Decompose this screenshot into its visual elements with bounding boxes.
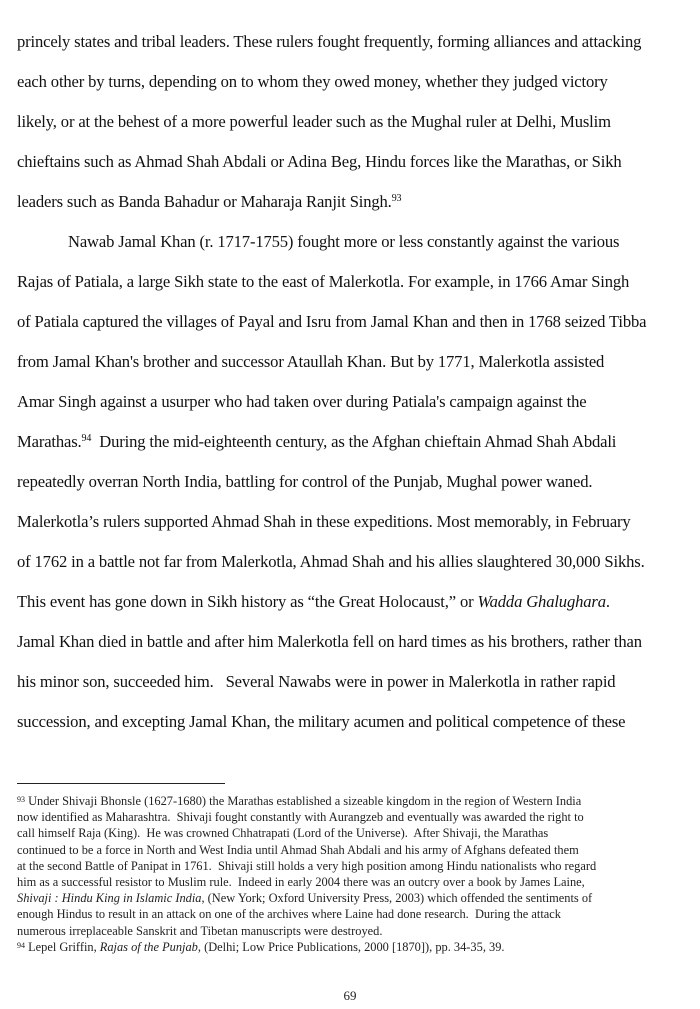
body-line: of Patiala captured the villages of Payal and Isru from Jamal Khan and then in 1768 seized Tibba <box>17 312 647 331</box>
body-line: of 1762 in a battle not far from Malerkotla, Ahmad Shah and his allies slaughtered 30,000 Sikhs. <box>17 552 645 571</box>
body-line: Nawab Jamal Khan (r. 1717-1755) fought more or less constantly against the various <box>68 232 620 251</box>
body-line <box>17 182 697 222</box>
footnote-94-line <box>17 939 697 955</box>
body-text-span: During the mid-eighteenth century, as the Afghan chieftain Ahmad Shah Abdali <box>91 432 617 451</box>
footnote-ref-93[interactable]: 93 <box>391 193 402 204</box>
body-line: succession, and excepting Jamal Khan, the military acumen and political competence of these <box>17 712 626 731</box>
body-line: each other by turns, depending on to whom they owed money, whether they judged victory <box>17 72 608 91</box>
footnote-93-line: now identified as Maharashtra. Shivaji fought constantly with Aurangzeb and eventually was awarded the right to <box>17 810 584 825</box>
body-line: princely states and tribal leaders. These rulers fought frequently, forming alliances and attacking <box>17 32 642 51</box>
body-line: his minor son, succeeded him. Several Nawabs were in power in Malerkotla in rather rapid <box>17 672 616 691</box>
body-line: Malerkotla’s rulers supported Ahmad Shah in these expeditions. Most memorably, in February <box>17 512 631 531</box>
body-line <box>17 582 697 622</box>
body-line: Amar Singh against a usurper who had taken over during Patiala's campaign against the <box>17 392 587 411</box>
body-line: likely, or at the behest of a more powerful leader such as the Mughal ruler at Delhi, Muslim <box>17 112 611 131</box>
footnote-text: Lepel Griffin, <box>25 939 100 954</box>
page-number: 69 <box>343 988 357 1003</box>
footnote-93-line: continued to be a force in North and West India until Ahmad Shah Abdali and his army of Afghans defeated them <box>17 842 579 857</box>
footnote-text: , (New York; Oxford University Press, 2003) which offended the sentiments of <box>201 891 593 906</box>
footnote-separator <box>17 783 225 784</box>
footnote-marker-94: 94 <box>17 940 25 950</box>
footnote-93-line <box>17 793 697 809</box>
footnotes <box>17 793 697 955</box>
footnote-ref-94[interactable]: 94 <box>81 433 92 444</box>
body-text-span: This event has gone down in Sikh history as “the Great Holocaust,” or <box>17 592 478 611</box>
body-line: from Jamal Khan's brother and successor Ataullah Khan. But by 1771, Malerkotla assisted <box>17 352 605 371</box>
body-text-span: . <box>605 592 610 611</box>
body-text-span: leaders such as Banda Bahadur or Maharaja Ranjit Singh. <box>17 192 392 211</box>
footnote-93-line: enough Hindus to result in an attack on one of the archives where Laine had done research. During the attack <box>17 907 561 922</box>
body-line: Rajas of Patiala, a large Sikh state to the east of Malerkotla. For example, in 1766 Amar Singh <box>17 272 630 291</box>
footnote-text: , (Delhi; Low Price Publications, 2000 [1870]), pp. 34-35, 39. <box>197 939 505 954</box>
body-line: repeatedly overran North India, battling for control of the Punjab, Mughal power waned. <box>17 472 593 491</box>
body-text-span: Marathas. <box>17 432 82 451</box>
footnote-93-line: call himself Raja (King). He was crowned Chhatrapati (Lord of the Universe). After Shivaji, the Marathas <box>17 826 549 841</box>
body-line: chieftains such as Ahmad Shah Abdali or Adina Beg, Hindu forces like the Marathas, or Sikh <box>17 152 622 171</box>
book-title: Shivaji : Hindu King in Islamic India <box>17 891 202 906</box>
footnote-93-line <box>17 890 697 906</box>
book-title: Rajas of the Punjab <box>99 939 198 954</box>
body-line <box>17 422 697 462</box>
footnote-text: Under Shivaji Bhonsle (1627-1680) the Marathas established a sizeable kingdom in the region of Western India <box>25 794 582 808</box>
body-text <box>17 22 697 742</box>
footnote-93-line: him as a successful resistor to Muslim rule. Indeed in early 2004 there was an outcry over a book by James Laine, <box>17 875 585 890</box>
footnote-93-line: numerous irreplaceable Sanskrit and Tibetan manuscripts were destroyed. <box>17 923 383 938</box>
footnote-marker-93: 93 <box>17 795 25 804</box>
footnote-93-line: at the second Battle of Panipat in 1761. Shivaji still holds a very high position among Hindu nationalists who regard <box>17 858 597 873</box>
body-line: Jamal Khan died in battle and after him Malerkotla fell on hard times as his brothers, rather than <box>17 632 642 651</box>
italic-term: Wadda Ghalughara <box>477 592 606 611</box>
